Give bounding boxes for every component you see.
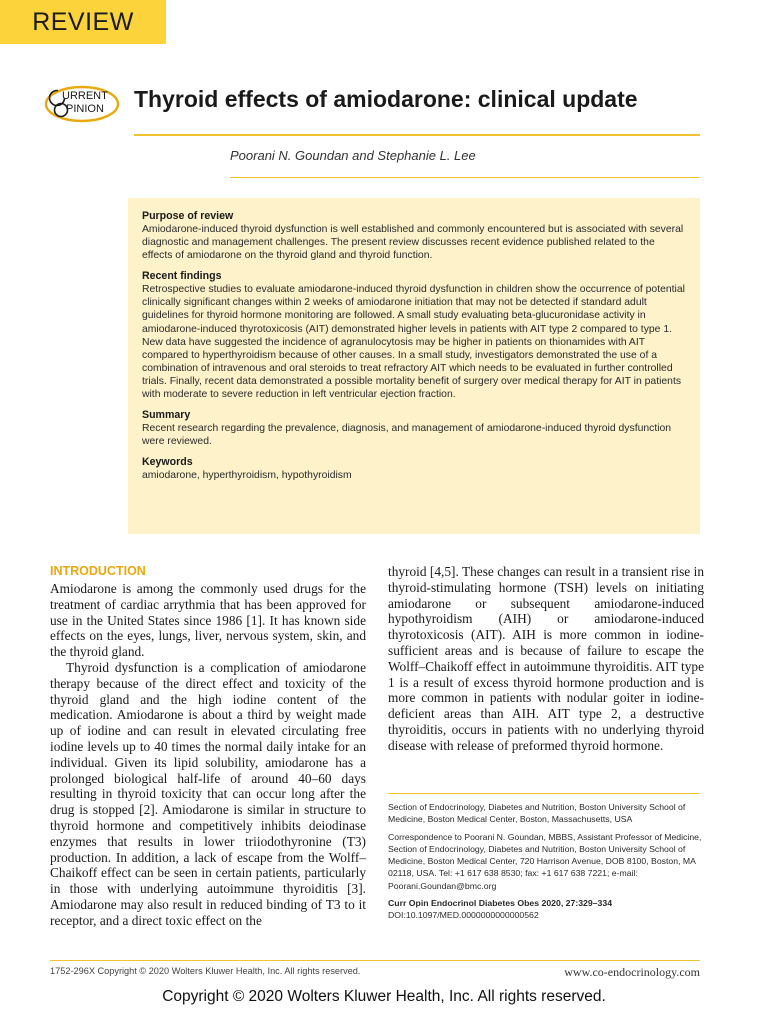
current-opinion-logo [44, 84, 120, 124]
summary-heading: Summary [142, 409, 191, 422]
keywords-heading: Keywords [142, 456, 193, 469]
correspondence: Correspondence to Poorani N. Goundan, MBBS, Assistant Professor of Medicine, Section of Endocrinology, Diabetes and Nutrition, Boston University School of Medicine, Boston Medical Center, 720 Harrison Avenue, DOB 8100, Boston, MA 02118, USA. Tel: +1 617 638 8530; fax: +1 617 638 7221; e-mail: Poorani.Goundan@bmc.org [388, 831, 702, 891]
section-label: REVIEW [0, 0, 166, 44]
footer-divider [50, 960, 700, 961]
introduction-heading: INTRODUCTION [50, 564, 146, 578]
keywords-text: amiodarone, hyperthyroidism, hypothyroidism [142, 470, 352, 482]
body-column-right [388, 564, 704, 754]
journal-citation: Curr Opin Endocrinol Diabetes Obes 2020, 27:329–334 [388, 898, 613, 909]
findings-heading: Recent findings [142, 270, 222, 283]
doi: DOI:10.1097/MED.0000000000000562 [388, 910, 539, 921]
footer-website: www.co-endocrinology.com [564, 965, 700, 979]
abstract-box [128, 198, 700, 534]
footer-copyright: 1752-296X Copyright © 2020 Wolters Kluwer Health, Inc. All rights reserved. [50, 966, 361, 976]
copyright-banner: Copyright © 2020 Wolters Kluwer Health, Inc. All rights reserved. [162, 988, 606, 1005]
purpose-heading: Purpose of review [142, 210, 234, 222]
authors-divider [230, 177, 700, 178]
logo-line-current: URRENT [62, 90, 108, 102]
affiliation-divider [388, 793, 700, 794]
title-divider [134, 134, 700, 136]
findings-text: Retrospective studies to evaluate amiodarone-induced thyroid dysfunction in children show the occurrence of potential clinically significant changes within 2 weeks of amiodarone initiation that may not be detected if standard adult guidelines for thyroid hormone monitoring are followed. A small study evaluating beta-glucuronidase activity in amiodarone-induced thyrotoxicosis (AIT) demonstrated higher levels in patients with AIT type 2 compared to type 1. New data have suggested the incidence of agranulocytosis may be higher in patients on thionamides with AIT compared to hyperthyroidism because of other causes. In a small study, investigators demonstrated the use of a combination of intravenous and oral steroids to treat refractory AIT which needs to be evaluated in further controlled trials. Finally, recent data demonstrated a possible mortality benefit of surgery over medical therapy for AIT in patients with moderate to severe reduction in left ventricular ejection fraction. [142, 284, 685, 401]
article-title: Thyroid effects of amiodarone: clinical update [134, 86, 638, 112]
purpose-text: Amiodarone-induced thyroid dysfunction is well established and commonly encountered but is associated with several diagnostic and management challenges. The present review discusses recent evidence published related to the effects of amiodarone on the thyroid gland and thyroid function. [142, 224, 684, 262]
body-column-left [50, 564, 366, 929]
logo-line-opinion: PINION [66, 103, 104, 115]
body-paragraph: Amiodarone is among the commonly used drugs for the treatment of cardiac arrythmia that has been approved for use in the United States since 1986 [1]. It has known side effects on the eyes, lungs, liver, nervous system, skin, and the thyroid gland. [50, 581, 366, 660]
affiliation-block [388, 801, 704, 922]
body-paragraph: thyroid [4,5]. These changes can result in a transient rise in thyroid-stimulating hormone (TSH) levels on initiating amiodarone or subsequent amiodarone-induced hypothyroidism (AIH) or amiodarone-induced thyrotoxicosis (AIT). AIH is more common in iodine-sufficient areas and is because of failure to escape the Wolff–Chaikoff effect in autoimmune thyroiditis. AIT type 1 is a result of excess thyroid hormone production and is more common in patients with nodular goiter in iodine-deficient areas than AIH. AIT type 2, a destructive thyroiditis, occurs in patients with no underlying thyroid disease with release of preformed thyroid hormone. [388, 564, 704, 753]
summary-text: Recent research regarding the prevalence, diagnosis, and management of amiodarone-induced thyroid dysfunction were reviewed. [142, 423, 672, 448]
article-authors: Poorani N. Goundan and Stephanie L. Lee [230, 148, 476, 163]
body-paragraph: Thyroid dysfunction is a complication of amiodarone therapy because of the direct effect and toxicity of the thyroid gland and the high iodine content of the medication. Amiodarone is about a third by weight made up of iodine and can result in elevated circulating free iodine levels up to 40 times the normal daily intake for an individual. Given its lipid solubility, amiodarone has a prolonged biological half-life of around 40–60 days resulting in thyroid toxicity that can occur long after the drug is stopped [2]. Amiodarone is similar in structure to thyroid hormone and competitively inhibits deiodinase enzymes that results in lower triiodothyronine (T3) production. In addition, a lack of escape from the Wolff–Chaikoff effect can be seen in certain patients, particularly in those with underlying autoimmune thyroiditis [3]. Amiodarone may also result in reduced binding of T3 to it receptor, and a direct toxic effect on the [50, 659, 366, 928]
affiliation-section: Section of Endocrinology, Diabetes and Nutrition, Boston University School of Medicine, Boston Medical Center, Boston, Massachusetts, USA [388, 802, 686, 825]
